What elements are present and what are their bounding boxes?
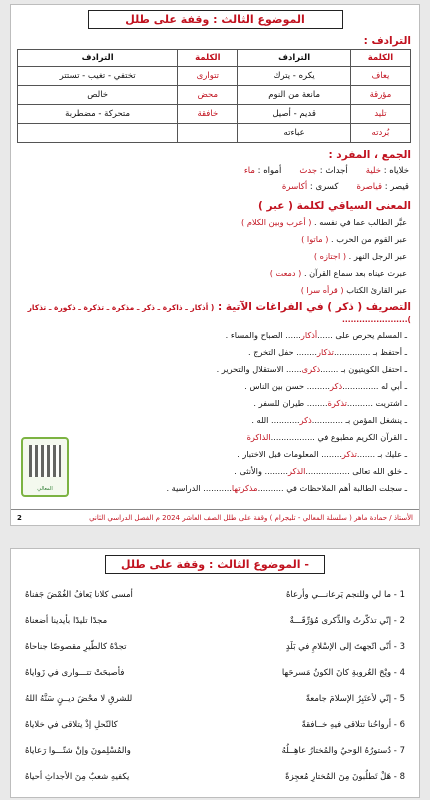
verse-second-hemistich: يكفيهِ شعبٌ مِنَ الأجداثِ أحياهُ: [25, 772, 130, 782]
synonym-cell: مانعة من النوم: [238, 86, 350, 105]
word-cell: [178, 124, 238, 143]
word-cell: تتوارى: [178, 67, 238, 86]
context-line: عبر القوم من الحرب . ( ماتوا ): [301, 234, 407, 244]
verse-first-hemistich: 1 - ما لي وللنجم يَرعانـــي وأرعاهُ: [285, 590, 405, 600]
table-row: [18, 86, 411, 105]
word-cell: بُردته: [350, 124, 410, 143]
word-cell: يعاف: [350, 67, 410, 86]
verse-second-hemistich: أمسى كلانا يَعافُ الغُمْضَ جَفناهُ: [25, 590, 133, 600]
col-word-2: الكلمة: [178, 50, 238, 67]
col-synonym-1: الترادف: [238, 50, 350, 67]
qr-caption: المعالي: [37, 486, 53, 492]
context-line: عبر القارئ الكتاب ( قرأه سرا ): [300, 285, 407, 295]
verse-row: [11, 764, 419, 790]
plural-item: أجداث : جدث: [299, 165, 348, 176]
conj-line: ـ المسلم يحرص على ......أذكار...... الصباح والمساء .: [225, 330, 407, 340]
page-title: - الموضوع الثالث : وقفة على طلل: [105, 555, 325, 574]
table-row: [18, 105, 411, 124]
verse-row: [11, 634, 419, 660]
synonyms-table: [17, 49, 411, 143]
plural-item: كسرى : أكاسرة: [281, 181, 339, 192]
verse-first-hemistich: 6 - أرواحُنا تتلاقى فيهِ خــافقةً: [301, 720, 405, 730]
synonym-cell: عباءته: [238, 124, 350, 143]
conj-line: ـ اشتريت ..........تذكرة........ طيران للسفر .: [253, 398, 407, 408]
conj-line: ـ خلق الله تعالى .................الذكر......... والأنثى .: [234, 466, 407, 476]
col-synonym-2: الترادف: [18, 50, 178, 67]
plural-row-1: [11, 163, 409, 178]
word-cell: مؤرقة: [350, 86, 410, 105]
synonym-cell: يكره - يترك: [238, 67, 350, 86]
page-title: الموضوع الثالث : وقفة على طلل: [88, 10, 343, 29]
conj-line: ـ احتفل الكويتيون بـ .......ذكرى...... الاستقلال والتحرير .: [216, 364, 407, 374]
verse-row: [11, 712, 419, 738]
verse-row: [11, 660, 419, 686]
conj-line: ـ ينشغل المؤمن بـ ............ذكر........... الله .: [251, 415, 407, 425]
verse-second-hemistich: كالنّحلِ إذْ يتلاقى في خلاياهُ: [25, 720, 118, 730]
plural-item: خلاياه : خلية: [365, 165, 409, 176]
worksheet-page-1: [10, 4, 420, 526]
qr-code-icon: [29, 445, 61, 477]
table-row: [18, 67, 411, 86]
conj-line: ـ عليك بـ .......تذكر........ المعلومات قبل الاختبار .: [237, 449, 407, 459]
verse-row: [11, 738, 419, 764]
verse-second-hemistich: تجدْهُ كالطّيرِ مقصوصًا جناحاهُ: [25, 642, 127, 652]
verse-second-hemistich: مجدًا تليدًا بأيدينا أضعناهُ: [25, 616, 108, 626]
plural-row-2: [11, 179, 409, 194]
synonyms-heading: الترادف :: [363, 35, 411, 47]
worksheet-page-2: [10, 548, 420, 798]
conjugation-heading: التصريف ( ذكر ) في الفراغات الآتية : ( أذكار ـ ذاكرة ـ ذكر ـ مذكرة ـ تذكرة ـ ذكورة ـ تذكار ).......................: [27, 301, 411, 324]
verse-first-hemistich: 3 - أنّى اتّجهتَ إلى الإسْلامِ في بَلَدٍ: [285, 642, 405, 652]
verse-second-hemistich: فأصبحَتْ تتـــوارى في زَواياهُ: [25, 668, 125, 678]
word-cell: خافقة: [178, 105, 238, 124]
verse-first-hemistich: 5 - إنّي لأعتَبِرُ الإسلامَ جامعةً: [305, 694, 405, 704]
synonym-cell: خالص: [18, 86, 178, 105]
conj-line: ـ سجلت الطالبة أهم الملاحظات في ..........مذكرتها........... الدراسية .: [166, 483, 407, 493]
verse-second-hemistich: للشرقِ لا محْضَ ديــنٍ سَنَّهُ اللهُ: [25, 694, 133, 704]
col-word-1: الكلمة: [350, 50, 410, 67]
context-line: عبرت عيناه بعد سماع القرآن . ( دمعت ): [269, 268, 407, 278]
synonym-cell: قديم - أصيل: [238, 105, 350, 124]
page-number: 2: [17, 513, 22, 522]
context-heading: المعنى السياقي لكلمة ( عبر ): [258, 200, 411, 212]
conj-line: ـ أبي له ..............ذكر......... حسن بين الناس .: [244, 381, 407, 391]
plural-item: أمواه : ماء: [243, 165, 282, 176]
conjugation-hint: ( أذكار ـ ذاكرة ـ ذكر ـ مذكرة ـ تذكرة ـ ذكورة ـ تذكار ).......................: [27, 303, 411, 324]
verse-row: [11, 608, 419, 634]
context-line: عبر الرجل النهر . ( اجتازه ): [313, 251, 407, 261]
verse-first-hemistich: 4 - ويْحَ العُروبةِ كانَ الكونُ مَسرحَها: [281, 668, 405, 678]
table-row: [18, 124, 411, 143]
verse-second-hemistich: والمُسْلِمونَ وإنْ شتّـــوا رَعاياهُ: [25, 746, 131, 756]
word-cell: محض: [178, 86, 238, 105]
conj-line: ـ أحتفظ بـ ..............تذكار........ حفل التخرج .: [248, 347, 407, 357]
context-line: عبَّر الطالب عما في نفسه . ( أعرب وبين الكلام ): [241, 217, 407, 227]
verse-row: [11, 582, 419, 608]
synonym-cell: متحركة - مضطربة: [18, 105, 178, 124]
footer-text: الأستاذ / حمادة ماهر ( سلسلة المعالي - تليجرام ) وقفة على طلل الصف العاشر 2024 م الفصل الدراسي الثاني: [89, 513, 413, 522]
qr-code-badge: [21, 437, 69, 497]
verse-first-hemistich: 8 - هَلْ تَطلُبونَ مِنَ المُختارِ مُعجِزةً: [285, 772, 405, 782]
verse-first-hemistich: 7 - دُستورُهُ الوَحيُ والمُختارُ عاهِــلُهُ: [281, 746, 405, 756]
word-cell: تليد: [350, 105, 410, 124]
conj-line: ـ القرآن الكريم مطبوع في .................الذاكرة: [246, 432, 407, 442]
page-footer: [11, 509, 419, 525]
verse-first-hemistich: 2 - إنّي تذكّرتُ والذِّكرى مُؤرِّقَـــةٌ: [289, 616, 405, 626]
synonym-cell: [18, 124, 178, 143]
plural-item: قيصر : قياصرة: [356, 181, 409, 192]
verse-row: [11, 686, 419, 712]
synonym-cell: تختفي - تغيب - تستتر: [18, 67, 178, 86]
plural-heading: الجمع ، المفرد :: [328, 149, 411, 161]
